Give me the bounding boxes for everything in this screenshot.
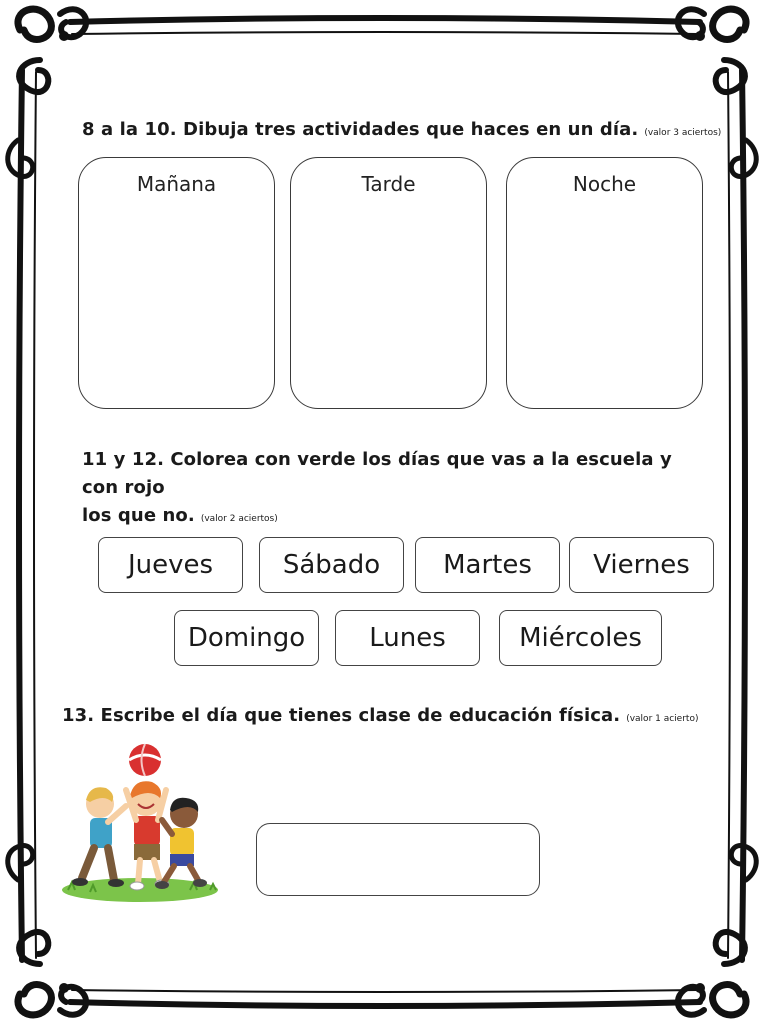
question-11-12-text-line2: los que no. — [82, 505, 195, 526]
day-box-martes[interactable]: Martes — [415, 537, 560, 593]
day-box-sabado[interactable]: Sábado — [259, 537, 404, 593]
question-13-title — [62, 702, 698, 733]
drawing-panel-afternoon[interactable] — [290, 157, 487, 409]
question-11-12-title — [82, 446, 702, 533]
day-box-viernes[interactable]: Viernes — [569, 537, 714, 593]
panel-label-night: Noche — [572, 172, 637, 196]
day-box-jueves[interactable]: Jueves — [98, 537, 243, 593]
day-box-miercoles[interactable]: Miércoles — [499, 610, 662, 666]
question-8-10-value-note: (valor 3 aciertos) — [644, 128, 722, 138]
answer-box-pe-day[interactable] — [256, 823, 540, 896]
panel-label-morning: Mañana — [136, 172, 217, 196]
day-box-domingo[interactable]: Domingo — [174, 610, 319, 666]
question-8-10-text: 8 a la 10. Dibuja tres actividades que haces en un día. — [82, 119, 639, 140]
panel-label-afternoon: Tarde — [361, 172, 416, 196]
drawing-panel-morning[interactable] — [78, 157, 275, 409]
question-11-12-text-line1: 11 y 12. Colorea con verde los días que vas a la escuela y con rojo — [82, 449, 672, 498]
children-playing-illustration — [60, 740, 220, 905]
day-box-lunes[interactable]: Lunes — [335, 610, 480, 666]
question-11-12-line2 — [82, 502, 702, 533]
question-13-value-note: (valor 1 acierto) — [626, 714, 699, 724]
question-8-10-title — [82, 116, 721, 147]
drawing-panel-night[interactable] — [506, 157, 703, 409]
question-13-text: 13. Escribe el día que tienes clase de educación física. — [62, 705, 621, 726]
question-11-12-value-note: (valor 2 aciertos) — [200, 514, 278, 524]
